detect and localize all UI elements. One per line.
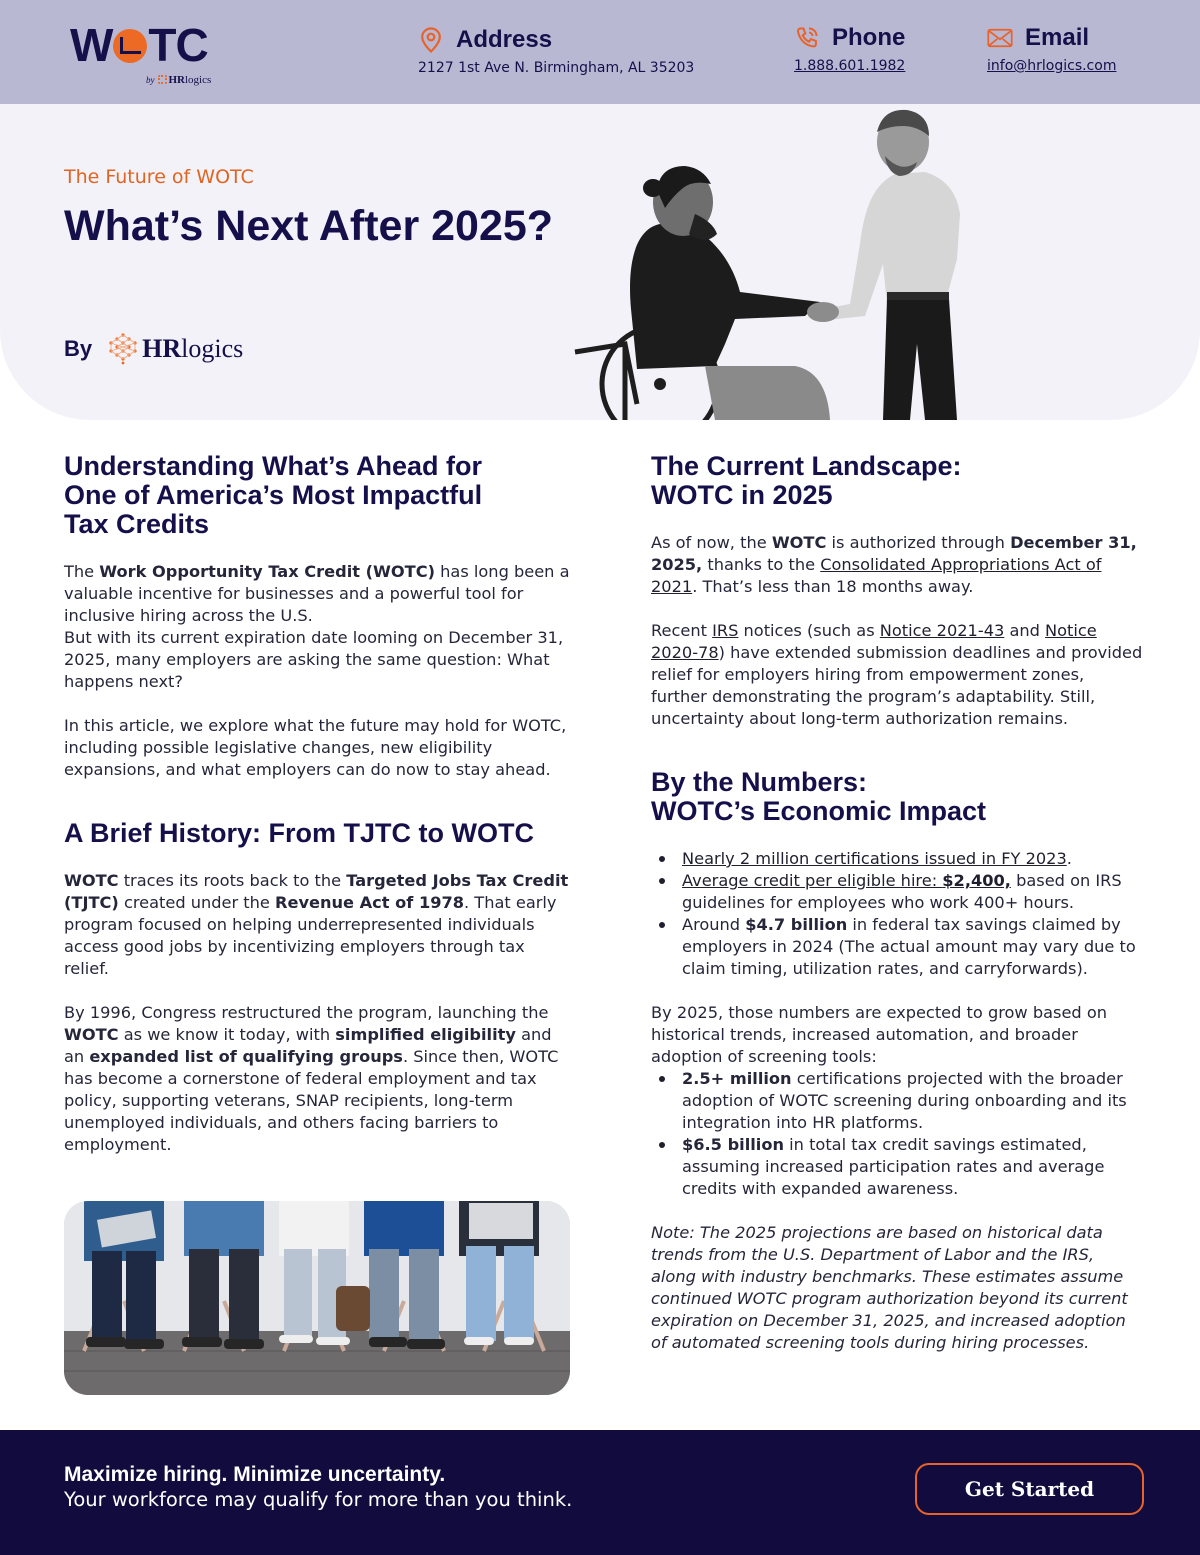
top-contact-bar: [0, 0, 1200, 104]
phone-icon: [794, 25, 820, 51]
intro-paragraph-2: But with its current expiration date looming on December 31, 2025, many employers are asking the same question: What happens next?: [64, 628, 564, 691]
wotc-wordmark: W TC: [70, 19, 208, 71]
byline-label: By: [64, 336, 93, 361]
mail-icon: [987, 25, 1013, 51]
irs-link[interactable]: IRS: [712, 621, 739, 640]
section-title-understanding: Understanding What’s Ahead for One of America’s Most Impactful Tax Credits: [64, 451, 483, 539]
left-column: [64, 452, 574, 1156]
email-link[interactable]: info@hrlogics.com: [987, 58, 1117, 74]
landscape-paragraph-2: Recent IRS notices (such as Notice 2021-43 and Notice 2020-78) have extended submission deadlines and provided relief for employers hiring from empowerment zones, further demonstrating the program’s adaptability. Still, uncertainty about long-term authorization remains.: [651, 621, 1143, 728]
section-title-history: A Brief History: From TJTC to WOTC: [64, 818, 534, 848]
average-credit-link[interactable]: Average credit per eligible hire: $2,400,: [682, 871, 1011, 890]
candidates-waiting-photo: [64, 1201, 570, 1395]
list-item: $6.5 billion in total tax credit savings estimated, assuming increased participation rates and average credits with expanded awareness.: [651, 1134, 1143, 1200]
consolidated-appropriations-act-link[interactable]: Consolidated Appropriations Act of 2021: [651, 555, 1102, 596]
wotc-logo[interactable]: [70, 19, 240, 92]
footer-cta-bar: [0, 1430, 1200, 1555]
hero-eyebrow: The Future of WOTC: [64, 166, 254, 188]
landscape-paragraph-1: As of now, the WOTC is authorized through December 31, 2025, thanks to the Consolidated Appropriations Act of 2021. That’s less than 18 months away.: [651, 533, 1137, 596]
section-title-landscape: The Current Landscape: WOTC in 2025: [651, 451, 962, 510]
hrlogics-mark-icon: [158, 75, 167, 84]
address-title: Address: [456, 26, 553, 53]
section-title-numbers: By the Numbers: WOTC’s Economic Impact: [651, 767, 987, 826]
hero-byline: [64, 332, 243, 366]
intro-paragraph-3: In this article, we explore what the future may hold for WOTC, including possible legislative changes, new eligibility expansions, and what employers can do now to stay ahead.: [64, 716, 567, 779]
list-item: Average credit per eligible hire: $2,400, based on IRS guidelines for employees who work 400+ hours.: [651, 870, 1143, 914]
phone-title: Phone: [832, 24, 906, 51]
hrlogics-logo[interactable]: HRlogics: [106, 332, 243, 366]
projection-intro: By 2025, those numbers are expected to grow based on historical trends, increased automation, and broader adoption of screening tools:: [651, 1003, 1107, 1066]
history-paragraph-2: By 1996, Congress restructured the program, launching the WOTC as we know it today, with simplified eligibility and an expanded list of qualifying groups. Since then, WOTC has become a cornerstone of federal employment and tax policy, supporting veterans, SNAP recipients, long-term unemployed individuals, and others facing barriers to employment.: [64, 1003, 559, 1154]
contact-phone: [794, 24, 905, 74]
notice-2021-43-link[interactable]: Notice 2021-43: [879, 621, 1005, 640]
footer-headline: Maximize hiring. Minimize uncertainty.: [64, 1463, 446, 1486]
history-paragraph-1: WOTC traces its roots back to the Targeted Jobs Tax Credit (TJTC) created under the Revenue Act of 1978. That early program focused on helping underrepresented individuals access good jobs by incentivizing employers through tax relief.: [64, 871, 569, 978]
certifications-link[interactable]: Nearly 2 million certifications issued in FY 2023: [682, 849, 1067, 868]
projection-note: Note: The 2025 projections are based on historical data trends from the U.S. Department of Labor and the IRS, along with industry benchmarks. These estimates assume continued WOTC program authorization beyond its current expiration on December 31, 2025, and increased adoption of automated screening tools during hiring processes.: [651, 1223, 1128, 1352]
get-started-button[interactable]: Get Started: [915, 1463, 1144, 1515]
stats-list-projected: [651, 1068, 1143, 1200]
list-item: Nearly 2 million certifications issued in FY 2023.: [651, 848, 1143, 870]
list-item: Around $4.7 billion in federal tax savings claimed by employers in 2024 (The actual amount may vary due to claim timing, utilization rates, and carryforwards).: [651, 914, 1143, 980]
footer-subline: Your workforce may qualify for more than you think.: [64, 1488, 573, 1511]
handshake-photo: [565, 104, 1085, 420]
map-pin-icon: [418, 27, 444, 53]
email-title: Email: [1025, 24, 1090, 51]
list-item: 2.5+ million certifications projected with the broader adoption of WOTC screening during onboarding and its integration into HR platforms.: [651, 1068, 1143, 1134]
address-value: 2127 1st Ave N. Birmingham, AL 35203: [418, 60, 695, 76]
page-title: What’s Next After 2025?: [64, 202, 554, 250]
hero-banner: [0, 104, 1200, 420]
wotc-o-chart-icon: [113, 29, 147, 63]
stats-list-current: [651, 848, 1143, 980]
notice-2020-78-link[interactable]: Notice 2020-78: [651, 621, 1097, 662]
wotc-logo-byline: by HRlogics: [146, 74, 212, 86]
intro-paragraph-1: The Work Opportunity Tax Credit (WOTC) has long been a valuable incentive for businesses and a powerful tool for inclusive hiring across the U.S.: [64, 562, 570, 625]
contact-email: [987, 24, 1116, 74]
right-column: [651, 452, 1143, 1354]
phone-link[interactable]: 1.888.601.1982: [794, 58, 906, 74]
contact-address: [418, 26, 694, 76]
hrlogics-mark-icon: [106, 332, 140, 366]
